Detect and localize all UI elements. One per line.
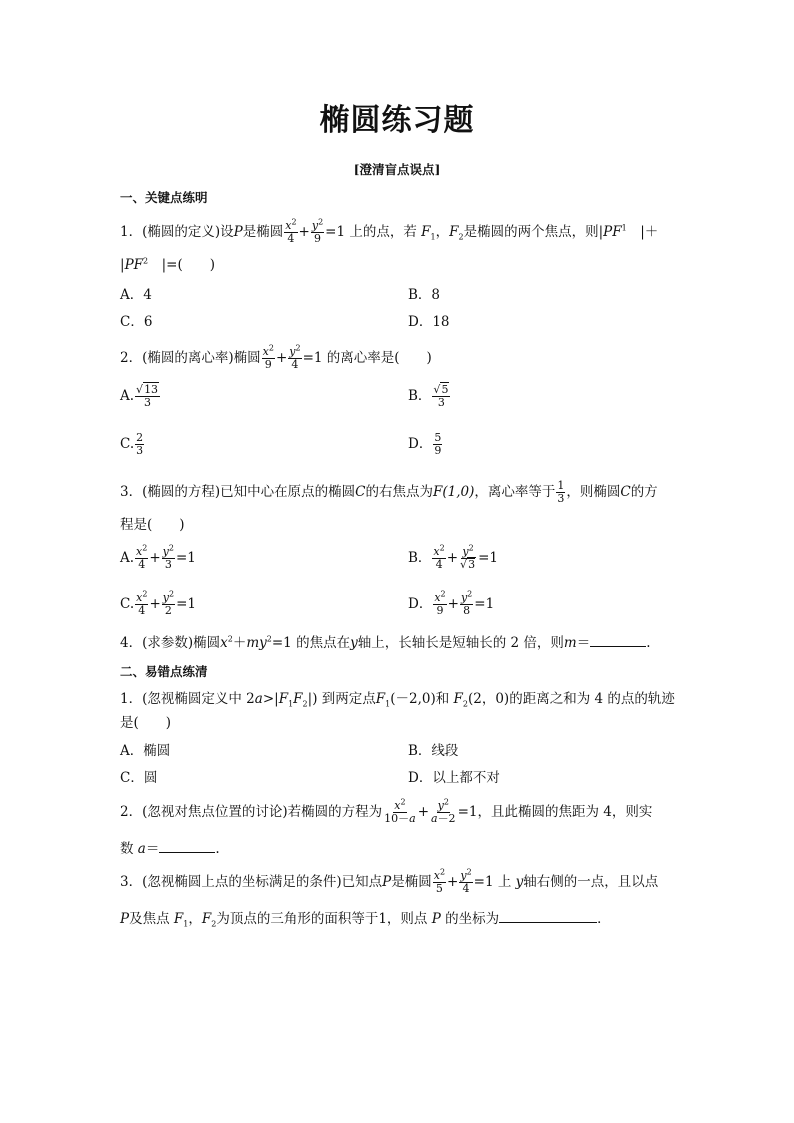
fraction: $\frac{x^2}{4}$: [285, 217, 297, 245]
question-3: 3．(椭圆的方程)已知中心在原点的椭圆C的右焦点为F(1,0)，离心率等于 $\frac{1}{3}$ ，则椭圆C的方: [120, 479, 658, 505]
e2-tail: =1，且此椭圆的焦距为 4，则实: [457, 804, 653, 820]
q1-eq: =1 上的点，若: [325, 224, 417, 240]
e1-option-c: C．圆: [120, 770, 158, 786]
q1-option-a: A．4: [120, 287, 152, 303]
q1-mid: 是椭圆: [242, 224, 284, 240]
q4-head: 4．(求参数)椭圆: [120, 635, 221, 651]
e1-option-a: A．椭圆: [120, 743, 171, 759]
q1-rest: 是椭圆的两个焦点，则|: [463, 224, 604, 240]
q3-c: C: [355, 484, 366, 500]
section-heading-error-points: 二、易错点练清: [120, 664, 208, 679]
q3-option-a: A. $\frac{x^2}{4}$ + $\frac{y^2}{3}$ =1: [120, 543, 196, 571]
e3-mid: 是椭圆: [391, 874, 432, 890]
e3-tail: =1 上: [473, 874, 512, 890]
q3-head: 3．(椭圆的方程)已知中心在原点的椭圆: [120, 484, 356, 500]
q3-focus: F(1,0): [432, 484, 475, 500]
e2-answer-blank[interactable]: [159, 838, 215, 853]
q3-mid: 的右焦点为: [365, 484, 433, 500]
q1-point-p: P: [233, 224, 243, 240]
q1-line2: |=( ): [161, 257, 216, 273]
error-question-3: 3．(忽视椭圆上点的坐标满足的条件)已知点P是椭圆 $\frac{x^2}{5}$ + $\frac{y^2}{4}$ =1 上 y轴右侧的一点，且以点: [120, 867, 659, 895]
section-heading-key-points: 一、关键点练明: [120, 190, 208, 205]
e3-tail2: 轴右侧的一点，且以点: [523, 874, 659, 890]
option-label: D．: [408, 436, 433, 452]
q1-head: 1．(椭圆的定义)设: [120, 224, 234, 240]
q4-answer-blank[interactable]: [590, 632, 646, 647]
q2-head: 2．(椭圆的离心率)椭圆: [120, 350, 261, 366]
q3-option-d: D． $\frac{x^2}{9}$ + $\frac{y^2}{8}$ =1: [408, 589, 495, 617]
q3-line-2: 程是( ): [120, 517, 185, 533]
e1-option-b: B．线段: [408, 743, 459, 759]
page-subtitle: [澄清盲点误点]: [353, 162, 441, 177]
q3-option-c: C. $\frac{x^2}{4}$ + $\frac{y^2}{2}$ =1: [120, 589, 196, 617]
e1-rest: (2，0)的距离之和为 4 的点的轨迹: [467, 691, 675, 707]
fraction: $\frac{y^2}{9}$: [311, 217, 324, 245]
q2-option-a: A. $\frac{√13}{3}$: [120, 383, 159, 409]
q1-option-b: B．8: [408, 287, 441, 303]
question-1: 1．(椭圆的定义)设P是椭圆 $\frac{x^2}{4}$ + $\frac{y^2}{9}$ =1 上的点，若 $F_1$，$F_2$是椭圆的两个焦点，则$|PF^1$ |＋: [120, 217, 659, 245]
q4-eq: =1 的焦点在: [271, 635, 351, 651]
e1-line-2: 是( ): [120, 715, 172, 731]
q3-tail: ，则椭圆: [566, 484, 621, 500]
q2-option-b: B． $\frac{√5}{3}$: [408, 383, 449, 409]
option-label: A.: [120, 388, 135, 404]
question-1-line-2: $|PF^2$ |=( ): [120, 256, 216, 273]
e1-head: 1．(忽视椭圆定义中 2: [120, 691, 255, 707]
e2-head: 2．(忽视对焦点位置的讨论)若椭圆的方程为: [120, 804, 383, 820]
q1-option-d: D．18: [408, 314, 450, 330]
question-4: 4．(求参数)椭圆$x^2+my^2=1$ 的焦点在y轴上，长轴长是短轴长的 2 倍，则m＝ .: [120, 632, 651, 654]
e1-mid: ) 到两定点: [312, 691, 376, 707]
fraction: $\frac{x^2}{9}$: [262, 343, 274, 371]
question-2: 2．(椭圆的离心率)椭圆 $\frac{x^2}{9}$ + $\frac{y^2}{4}$ =1 的离心率是( ): [120, 343, 432, 371]
page-title: 椭圆练习题: [319, 103, 475, 138]
q2-option-c: C. $\frac{2}{3}$: [120, 431, 144, 457]
q1-option-c: C．6: [120, 314, 153, 330]
error-question-1: 1．(忽视椭圆定义中 $2a>|F_1F_2|$) 到两定点$F_1(-2,0)$和 $F_2(2$，0)的距离之和为 4 的点的轨迹: [120, 691, 675, 709]
q2-tail: =1 的离心率是( ): [302, 350, 432, 366]
q2-option-d: D． $\frac{5}{9}$: [408, 431, 442, 457]
q3-tail2: 的方: [630, 484, 658, 500]
option-label: B．: [408, 388, 432, 404]
e3-answer-blank[interactable]: [499, 908, 597, 923]
error-question-2: 2．(忽视对焦点位置的讨论)若椭圆的方程为 $\frac{x^2}{10-a}$ + $\frac{y^2}{a-2}$ =1，且此椭圆的焦距为 4，则实: [120, 797, 653, 825]
e2-line-2: 数 a＝ .: [120, 838, 220, 860]
q3-option-b: B． $\frac{x^2}{4}$ + $\frac{y^2}{√3}$ =1: [408, 543, 498, 571]
q3-mid2: ，离心率等于: [474, 484, 556, 500]
e1-option-d: D．以上都不对: [408, 770, 500, 786]
option-label: C.: [120, 436, 135, 452]
q4-rest: 轴上，长轴长是短轴长的 2 倍，则: [357, 635, 564, 651]
fraction: $\frac{y^2}{4}$: [289, 343, 301, 371]
e3-line-2: P及焦点 $F_1$，$F_2$为顶点的三角形的面积等于1，则点 P 的坐标为 ．: [120, 908, 611, 930]
e3-head: 3．(忽视椭圆上点的坐标满足的条件)已知点: [120, 874, 383, 890]
